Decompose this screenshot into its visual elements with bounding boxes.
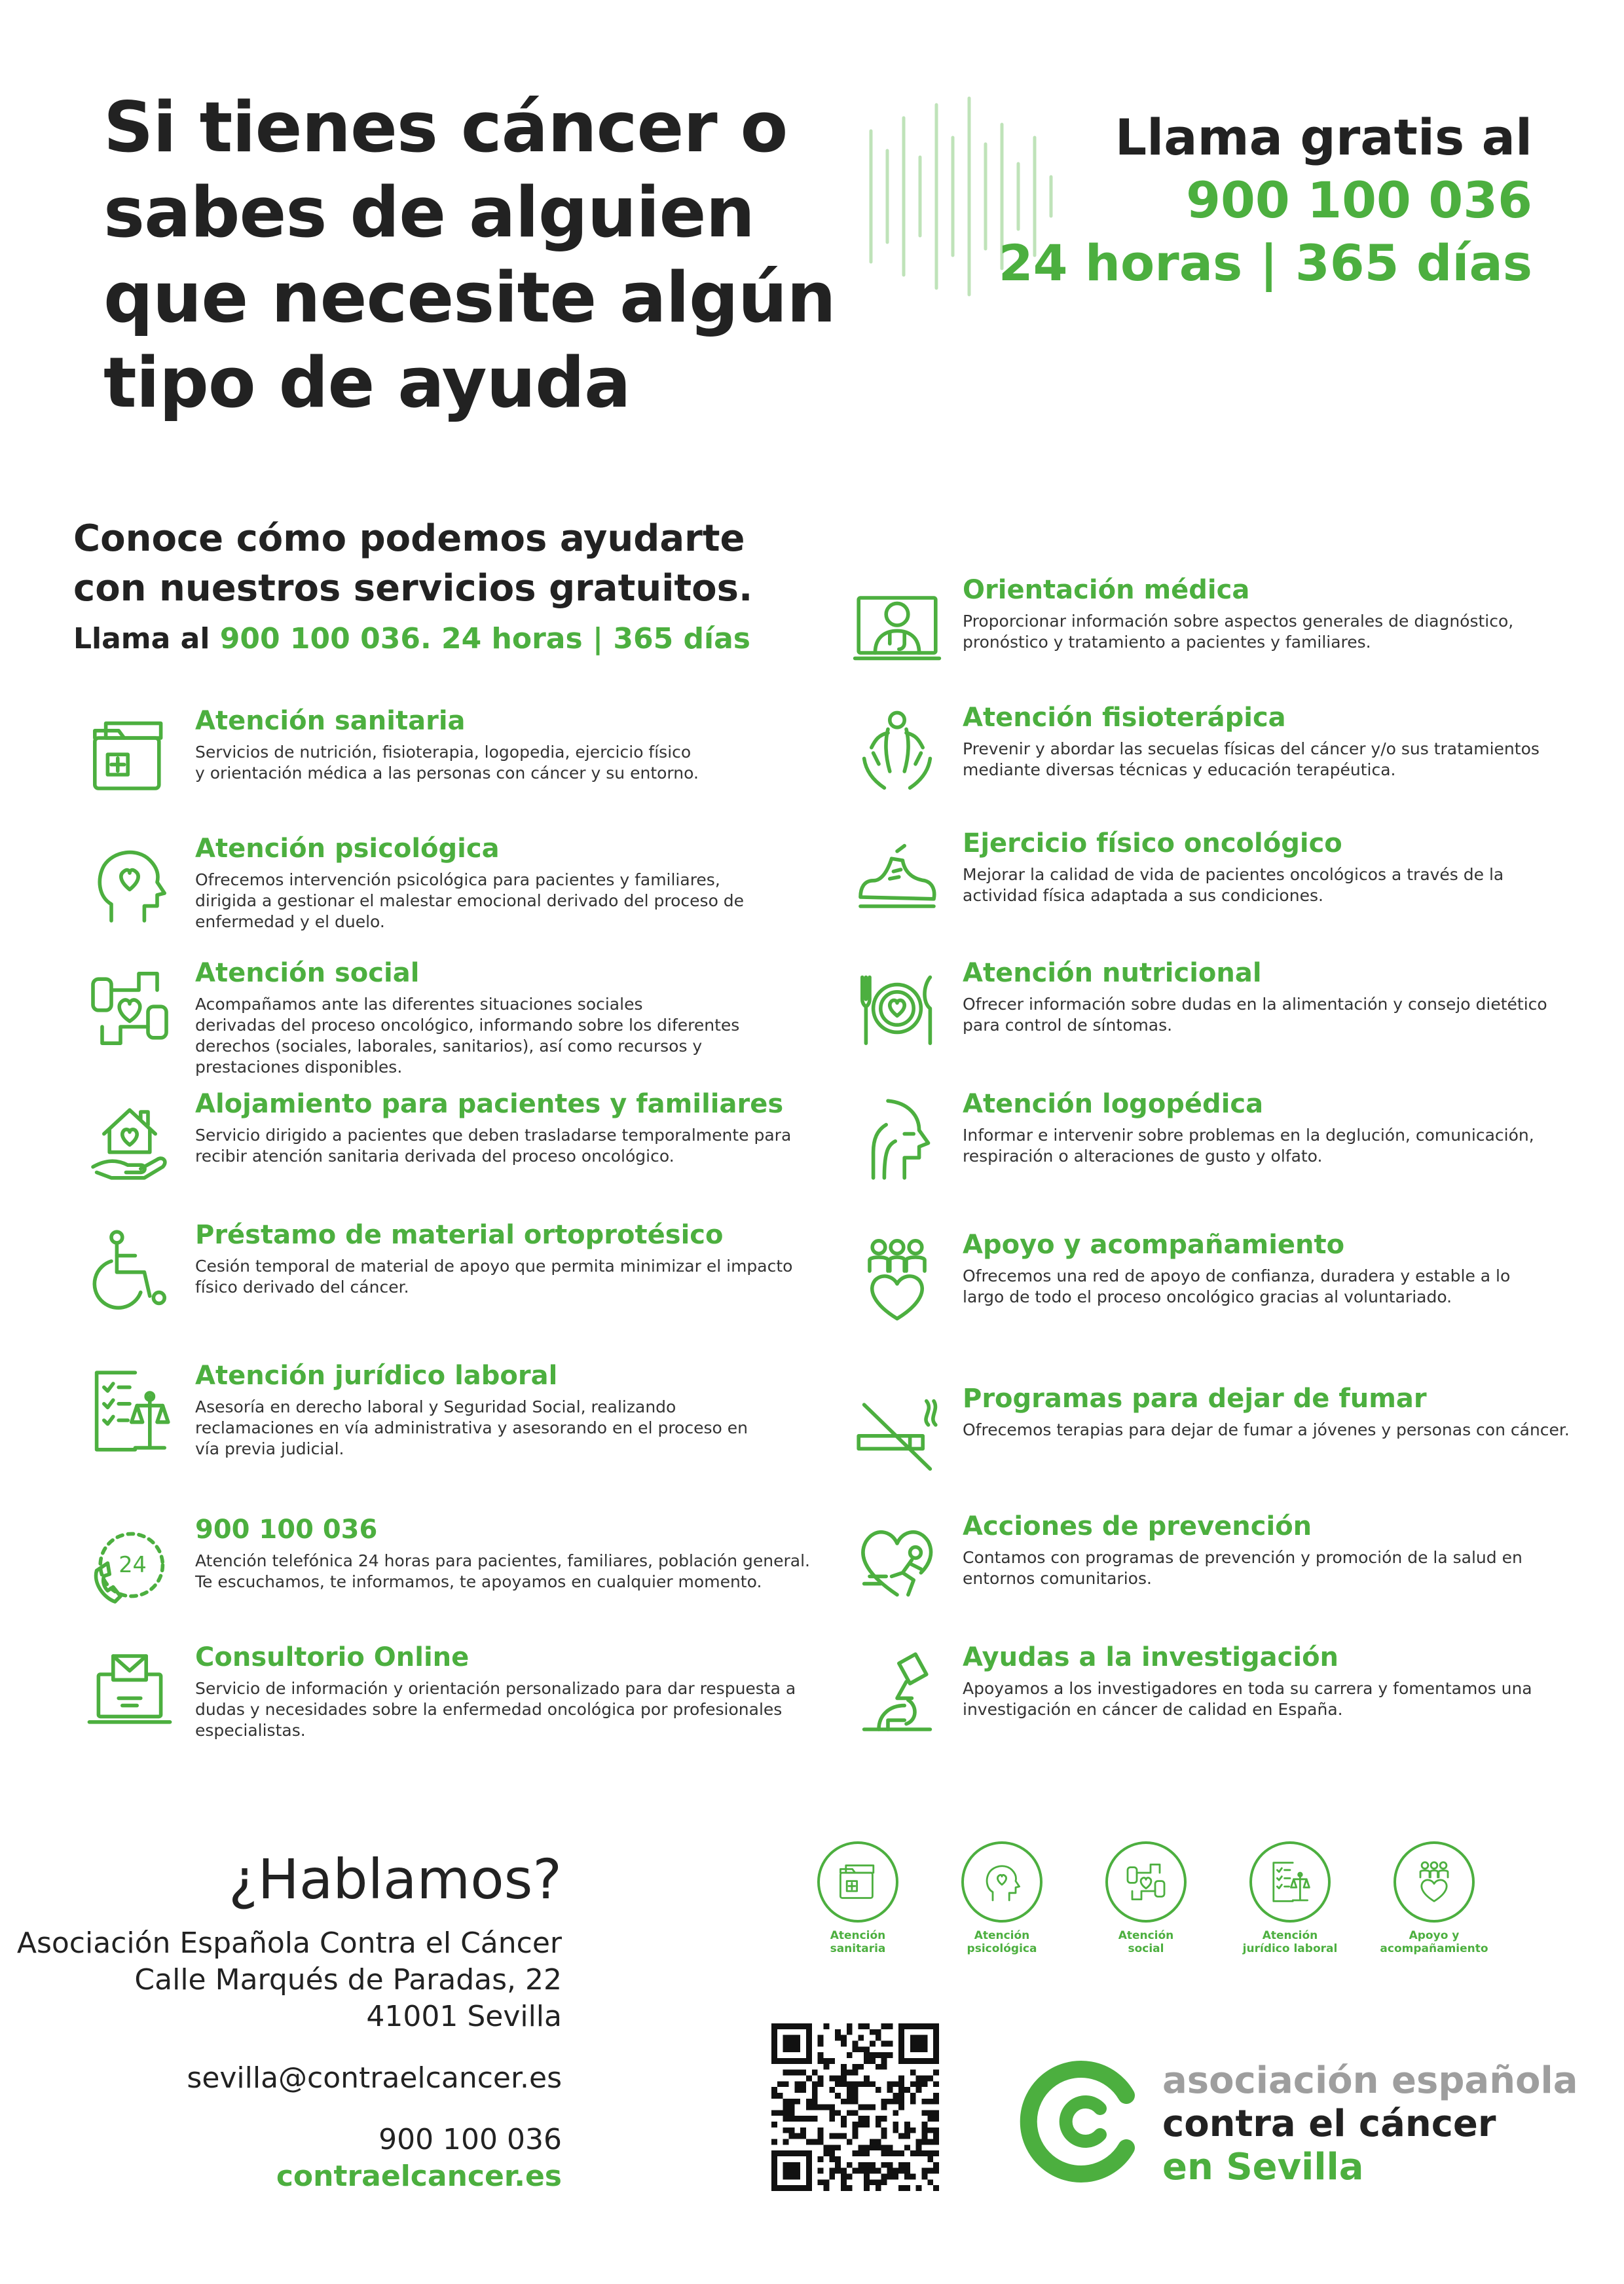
mini-service-badge[interactable] <box>792 1841 923 1955</box>
mini-service-badge[interactable] <box>1225 1841 1356 1955</box>
service-item <box>84 704 817 828</box>
mini-badge-label-line: Atención <box>830 1929 886 1942</box>
headline-line: sabes de alguien <box>103 172 754 253</box>
hands-heart-icon <box>1123 1859 1169 1905</box>
service-description <box>195 994 739 1078</box>
doctor-screen-icon <box>851 580 943 671</box>
service-item <box>84 1087 817 1211</box>
service-title: Atención jurídico laboral <box>195 1361 558 1391</box>
mini-badge-label-line: Atención <box>1118 1929 1174 1942</box>
call-box <box>999 106 1532 295</box>
service-title: Apoyo y acompañamiento <box>963 1230 1345 1260</box>
service-description-line: actividad física adaptada a sus condiciones. <box>963 886 1323 905</box>
service-icon <box>84 1094 175 1185</box>
microscope-icon <box>851 1647 943 1739</box>
headline-line: tipo de ayuda <box>103 342 631 423</box>
phone-number[interactable]: 900 100 036 <box>378 2123 562 2156</box>
service-description-line: Ofrecemos intervención psicológica para pacientes y familiares, <box>195 870 720 889</box>
service-icon <box>84 1647 175 1739</box>
intro-title: Conoce cómo podemos ayudarte <box>73 517 745 560</box>
service-item <box>851 956 1585 1080</box>
service-title: Atención psicológica <box>195 834 500 864</box>
service-description-line: Ofrecer información sobre dudas en la alimentación y consejo dietético <box>963 995 1547 1014</box>
service-description-line: y orientación médica a las personas con cáncer y su entorno. <box>195 764 699 783</box>
service-icon <box>851 707 943 799</box>
service-description-line: Informar e intervenir sobre problemas en la deglución, comunicación, <box>963 1126 1534 1145</box>
mini-badge-label-line: Atención <box>1262 1929 1318 1942</box>
services-intro <box>73 514 752 665</box>
svg-text:24: 24 <box>119 1552 147 1578</box>
service-description-line: reclamaciones en vía administrativa y asesorando en el proceso en <box>195 1418 748 1437</box>
mini-badge-circle <box>817 1841 898 1923</box>
service-title: Ayudas a la investigación <box>963 1642 1339 1672</box>
service-description-line: Servicios de nutrición, fisioterapia, logopedia, ejercicio físico <box>195 743 692 762</box>
service-description-line: entornos comunitarios. <box>963 1569 1152 1588</box>
house-hand-icon <box>84 1094 175 1185</box>
service-item <box>851 573 1585 697</box>
service-description-line: Mejorar la calidad de vida de pacientes oncológicos a través de la <box>963 865 1504 884</box>
mini-badge-label <box>792 1929 923 1955</box>
service-description-line: Ofrecemos una red de apoyo de confianza, duradera y estable a lo <box>963 1266 1511 1285</box>
service-icon <box>851 1647 943 1739</box>
mini-badge-label <box>1225 1929 1356 1955</box>
service-description-line: largo de todo el proceso oncológico gracias al voluntariado. <box>963 1287 1452 1306</box>
service-description-line: Te escuchamos, te informamos, te apoyamos en cualquier momento. <box>195 1572 762 1591</box>
service-icon <box>851 1388 943 1480</box>
intro-call <box>73 614 752 665</box>
service-item <box>851 826 1585 951</box>
service-icon <box>851 580 943 671</box>
service-description-line: recibir atención sanitaria derivada del proceso oncológico. <box>195 1147 674 1166</box>
service-description <box>963 739 1540 781</box>
service-title: Ejercicio físico oncológico <box>963 828 1342 858</box>
service-description <box>963 994 1547 1036</box>
mini-badge-label <box>1369 1929 1500 1955</box>
service-icon <box>84 710 175 802</box>
service-description-line: dirigida a gestionar el malestar emocional derivado del proceso de <box>195 891 745 910</box>
headline-line: Si tienes cáncer o <box>103 87 788 168</box>
service-title: Programas para dejar de fumar <box>963 1384 1427 1414</box>
people-heart-icon <box>1411 1859 1457 1905</box>
service-description-line: Prevenir y abordar las secuelas físicas del cáncer y/o sus tratamientos <box>963 739 1540 758</box>
service-description <box>963 1125 1534 1167</box>
service-description-line: Servicio dirigido a pacientes que deben trasladarse temporalmente para <box>195 1126 792 1145</box>
service-description <box>963 611 1513 653</box>
service-icon <box>851 1516 943 1608</box>
mini-badge-label-line: Apoyo y <box>1409 1929 1460 1942</box>
service-icon <box>851 1234 943 1326</box>
service-description-line: Acompañamos ante las diferentes situaciones sociales <box>195 995 643 1014</box>
service-item <box>84 1513 817 1637</box>
aecc-logo-icon <box>1018 2056 1149 2187</box>
service-description-line: Ofrecemos terapias para dejar de fumar a jóvenes y personas con cáncer. <box>963 1420 1570 1439</box>
service-description <box>963 1266 1510 1308</box>
body-hands-icon <box>851 707 943 799</box>
service-icon <box>851 833 943 925</box>
hands-heart-icon <box>84 963 175 1054</box>
no-smoking-icon <box>851 1388 943 1480</box>
service-icon <box>84 963 175 1054</box>
mini-badge-circle <box>1105 1841 1187 1923</box>
mini-badge-label <box>936 1929 1067 1955</box>
service-description-line: físico derivado del cáncer. <box>195 1278 409 1297</box>
call-hours: 24 horas | 365 días <box>998 234 1532 292</box>
phone-24-icon <box>84 1519 175 1611</box>
street-address: Calle Marqués de Paradas, 22 <box>134 1963 562 1997</box>
service-description-line: Atención telefónica 24 horas para pacientes, familiares, población general. <box>195 1551 810 1570</box>
checklist-scale-icon <box>84 1365 175 1457</box>
plate-cutlery-icon <box>851 963 943 1054</box>
service-description-line: respiración o alteraciones de gusto y olfato. <box>963 1147 1323 1166</box>
service-item <box>851 1382 1585 1506</box>
head-heart-icon <box>84 838 175 930</box>
mini-badge-circle <box>1393 1841 1475 1923</box>
service-description-line: vía previa judicial. <box>195 1439 344 1458</box>
service-description <box>195 1256 792 1298</box>
service-item <box>851 1509 1585 1634</box>
service-icon <box>84 1365 175 1457</box>
wheelchair-icon <box>84 1225 175 1316</box>
service-icon <box>851 963 943 1054</box>
logo-line-3: en Sevilla <box>1162 2146 1364 2188</box>
service-item <box>851 1228 1585 1352</box>
service-description-line: Contamos con programas de prevención y promoción de la salud en <box>963 1548 1522 1567</box>
intro-call-number[interactable]: 900 100 036. 24 horas | 365 días <box>219 622 750 655</box>
mini-badge-circle <box>1249 1841 1331 1923</box>
service-description-line: prestaciones disponibles. <box>195 1058 403 1077</box>
mini-service-badge[interactable] <box>936 1841 1067 1955</box>
service-description-line: Apoyamos a los investigadores en toda su carrera y fomentamos una <box>963 1679 1532 1698</box>
service-description-line: Cesión temporal de material de apoyo que permita minimizar el impacto <box>195 1257 793 1276</box>
call-label: Llama gratis al <box>1115 108 1532 166</box>
throat-profile-icon <box>851 1094 943 1185</box>
mini-badge-label <box>1080 1929 1211 1955</box>
service-title: Atención nutricional <box>963 958 1262 988</box>
service-title: 900 100 036 <box>195 1515 378 1545</box>
service-title: Atención social <box>195 958 420 988</box>
contact-heading <box>229 1847 562 1912</box>
service-description <box>195 1678 796 1741</box>
people-heart-icon <box>851 1234 943 1326</box>
qr-code-icon[interactable] <box>771 2023 939 2191</box>
sneaker-icon <box>851 833 943 925</box>
service-item <box>851 1640 1585 1765</box>
email-link[interactable]: sevilla@contraelcancer.es <box>187 2061 562 2095</box>
head-heart-icon <box>979 1859 1025 1905</box>
hablamos-title: ¿Hablamos? <box>229 1847 562 1911</box>
laptop-mail-icon <box>84 1647 175 1739</box>
service-description <box>195 742 699 784</box>
service-title: Orientación médica <box>963 575 1250 605</box>
org-name: Asociación Española Contra el Cáncer <box>16 1926 562 1960</box>
service-item <box>84 1359 817 1483</box>
website-link[interactable]: contraelcancer.es <box>276 2160 562 2193</box>
service-icon <box>84 838 175 930</box>
service-description-line: pronóstico y tratamiento a pacientes y familiares. <box>963 633 1371 652</box>
folder-medical-icon <box>835 1859 881 1905</box>
mini-service-badge[interactable] <box>1080 1841 1211 1955</box>
service-description <box>195 1125 791 1167</box>
mini-badge-circle <box>961 1841 1043 1923</box>
service-title: Alojamiento para pacientes y familiares <box>195 1089 784 1119</box>
mini-badge-label-line: Atención <box>974 1929 1030 1942</box>
service-description-line: derechos (sociales, laborales, sanitarios), así como recursos y <box>195 1037 703 1056</box>
headline <box>103 85 857 426</box>
service-item <box>84 1218 817 1342</box>
service-description <box>195 870 744 932</box>
service-description <box>963 1547 1522 1589</box>
service-description-line: Asesoría en derecho laboral y Seguridad Social, realizando <box>195 1397 676 1416</box>
service-item <box>851 1087 1585 1211</box>
mini-badge-label-line: jurídico laboral <box>1242 1942 1338 1955</box>
service-title: Atención fisioterápica <box>963 703 1286 733</box>
mini-badge-label-line: acompañamiento <box>1380 1942 1488 1955</box>
service-title: Atención sanitaria <box>195 706 466 736</box>
contact-block <box>17 1925 562 2195</box>
service-description-line: Proporcionar información sobre aspectos generales de diagnóstico, <box>963 612 1514 631</box>
mini-badge-label-line: sanitaria <box>830 1942 886 1955</box>
intro-call-prefix: Llama al <box>73 622 220 655</box>
service-item <box>851 701 1585 825</box>
service-icon <box>84 1519 175 1611</box>
service-description-line: especialistas. <box>195 1721 306 1740</box>
service-item <box>84 956 817 1080</box>
service-description-line: investigación en cáncer de calidad en España. <box>963 1700 1343 1719</box>
service-description <box>195 1551 810 1593</box>
service-description <box>963 864 1504 906</box>
checklist-scale-icon <box>1267 1859 1313 1905</box>
service-title: Atención logopédica <box>963 1089 1264 1119</box>
folder-medical-icon <box>84 710 175 802</box>
service-icon <box>851 1094 943 1185</box>
service-description-line: mediante diversas técnicas y educación terapéutica. <box>963 760 1396 779</box>
logo-line-2: contra el cáncer <box>1162 2103 1496 2145</box>
service-item <box>84 1640 817 1765</box>
heart-runner-icon <box>851 1516 943 1608</box>
logo-wordmark <box>1162 2059 1578 2189</box>
service-description <box>195 1397 748 1460</box>
intro-title: con nuestros servicios gratuitos. <box>73 567 753 610</box>
headline-line: que necesite algún <box>103 257 836 338</box>
service-description-line: dudas y necesidades sobre la enfermedad oncológica por profesionales <box>195 1700 783 1719</box>
call-phone[interactable]: 900 100 036 <box>1186 171 1532 229</box>
service-title: Préstamo de material ortoprotésico <box>195 1220 724 1250</box>
service-item <box>84 832 817 956</box>
service-title: Consultorio Online <box>195 1642 470 1672</box>
mini-badge-label-line: psicológica <box>967 1942 1037 1955</box>
service-description-line: derivadas del proceso oncológico, informando sobre los diferentes <box>195 1016 740 1035</box>
service-description <box>963 1678 1532 1720</box>
service-description-line: enfermedad y el duelo. <box>195 912 385 931</box>
service-title: Acciones de prevención <box>963 1511 1312 1541</box>
service-description-line: para control de síntomas. <box>963 1016 1173 1035</box>
service-description-line: Servicio de información y orientación personalizado para dar respuesta a <box>195 1679 796 1698</box>
mini-service-badge[interactable] <box>1369 1841 1500 1955</box>
logo-line-1: asociación española <box>1162 2059 1578 2102</box>
city-address: 41001 Sevilla <box>366 2000 562 2033</box>
mini-badge-label-line: social <box>1128 1942 1164 1955</box>
service-icon <box>84 1225 175 1316</box>
service-description <box>963 1420 1570 1441</box>
